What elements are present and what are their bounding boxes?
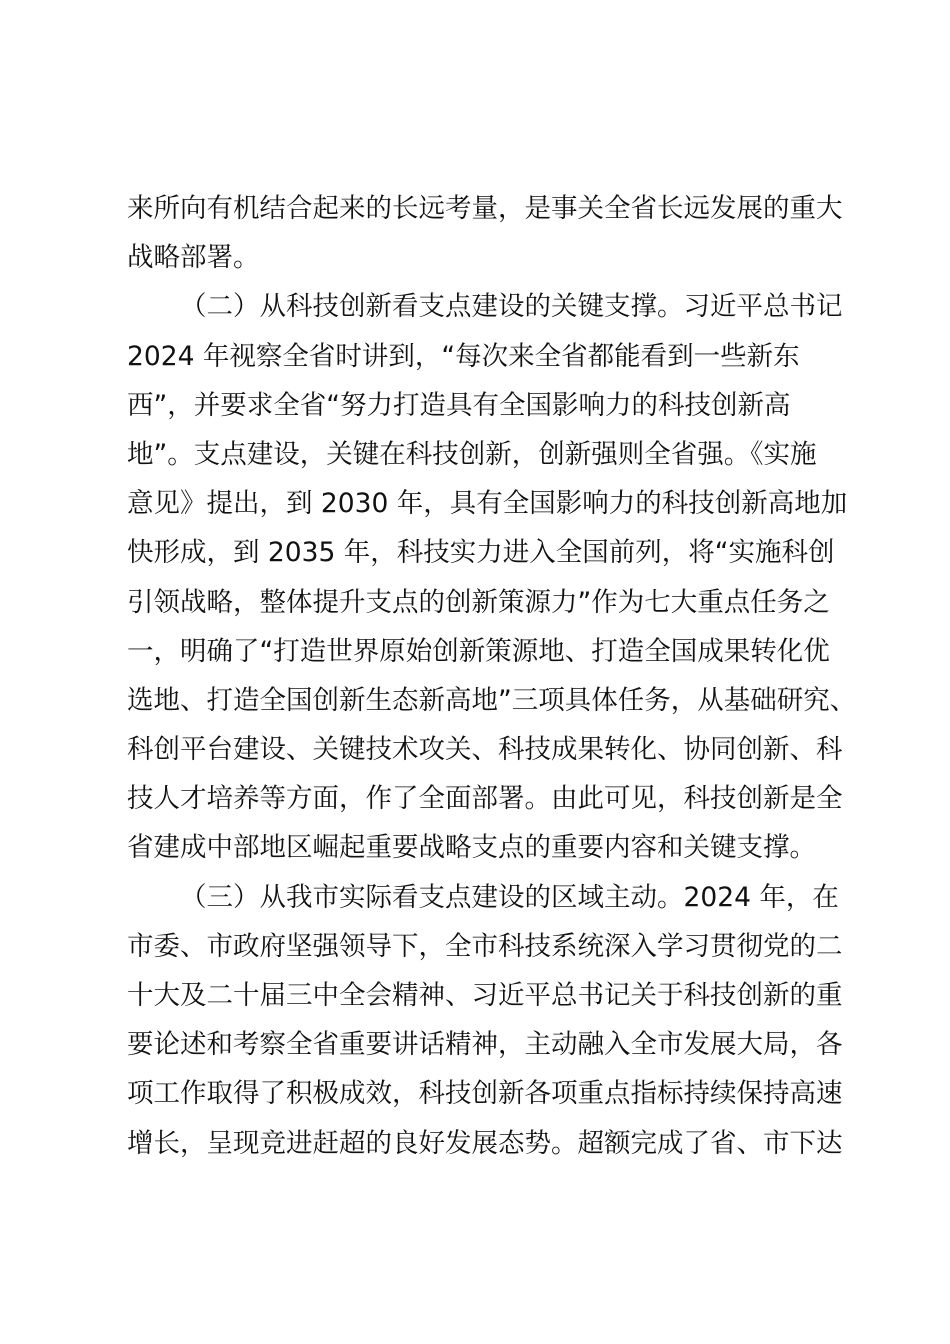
section-heading-line: （三）从我市实际看支点建设的区域主动。2024 年，在	[180, 881, 839, 913]
text-line: 地”。支点建设，关键在科技创新，创新强则全省强。《实施	[127, 438, 817, 470]
text-line: 市委、市政府坚强领导下，全市科技系统深入学习贯彻党的二	[127, 930, 843, 962]
text-line: 增长，呈现竞进赶超的良好发展态势。超额完成了省、市下达	[127, 1127, 843, 1159]
text-line: 一，明确了“打造世界原始创新策源地、打造全国成果转化优	[127, 635, 830, 667]
text-line: 科创平台建设、关键技术攻关、科技成果转化、协同创新、科	[127, 734, 843, 766]
text-line: 意见》提出，到 2030 年，具有全国影响力的科技创新高地加	[127, 488, 848, 520]
text-line: 技人才培养等方面，作了全面部署。由此可见，科技创新是全	[127, 783, 843, 815]
text-line: 引领战略，整体提升支点的创新策源力”作为七大重点任务之	[127, 586, 830, 618]
text-line: 2024 年视察全省时讲到，“每次来全省都能看到一些新东	[127, 340, 800, 372]
text-line: 来所向有机结合起来的长远考量，是事关全省长远发展的重大	[127, 193, 843, 224]
text-line: 十大及二十届三中全会精神、习近平总书记关于科技创新的重	[127, 980, 843, 1011]
text-line: 选地、打造全国创新生态新高地”三项具体任务，从基础研究、	[127, 684, 857, 716]
text-line: 快形成，到 2035 年，科技实力进入全国前列，将“实施科创	[127, 537, 835, 569]
document-body	[127, 184, 857, 1168]
text-line: 要论述和考察全省重要讲话精神，主动融入全市发展大局，各	[127, 1029, 843, 1061]
text-line: 西”，并要求全省“努力打造具有全国影响力的科技创新高	[127, 389, 791, 421]
text-line: 战略部署。	[127, 242, 260, 274]
section-heading-line: （二）从科技创新看支点建设的关键支撑。习近平总书记	[180, 291, 843, 323]
text-line: 项工作取得了积极成效，科技创新各项重点指标持续保持高速	[127, 1078, 843, 1110]
text-line: 省建成中部地区崛起重要战略支点的重要内容和关键支撑。	[127, 832, 816, 864]
